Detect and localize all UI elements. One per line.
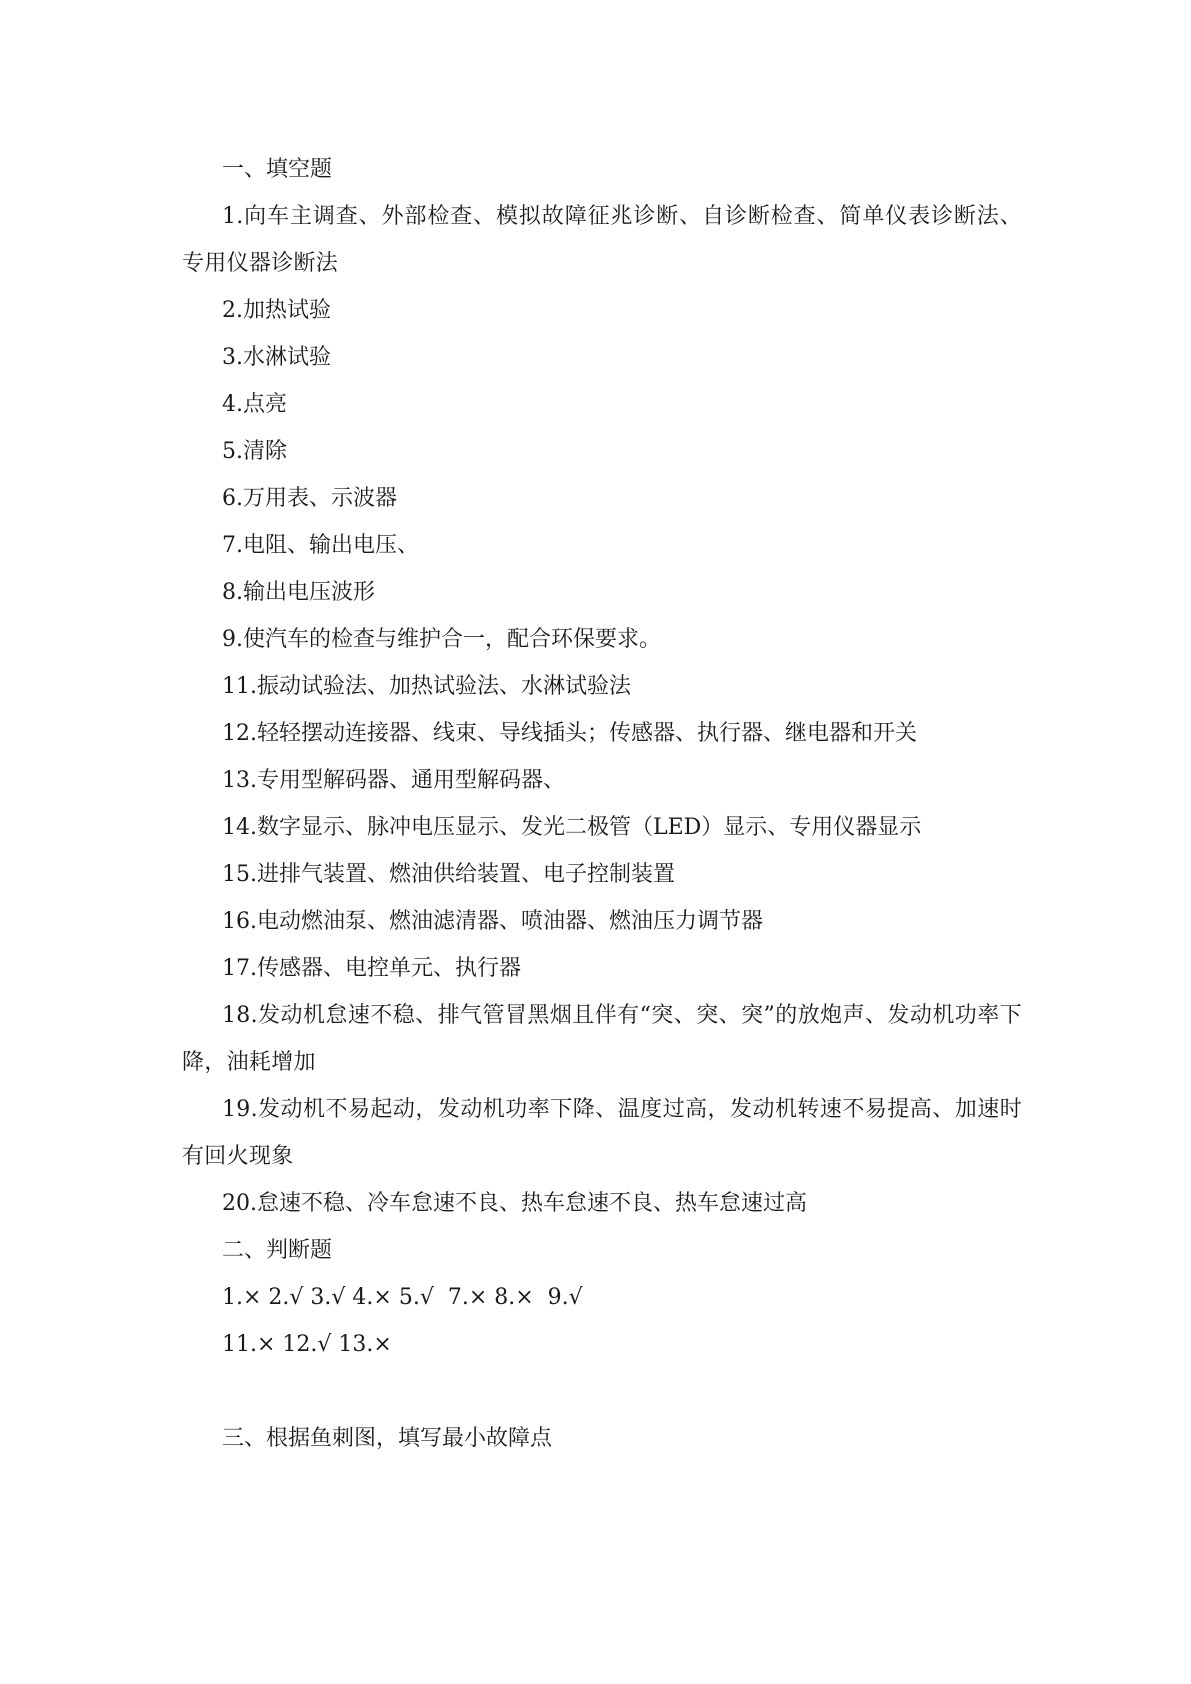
- answer-item: 1.向车主调查、外部检查、模拟故障征兆诊断、自诊断检查、简单仪表诊断法、专用仪器诊断法: [182, 204, 1022, 276]
- true-false-answers: 1.× 2.√ 3.√ 4.× 5.√ 7.× 8.× 9.√: [222, 1285, 583, 1310]
- answer-item: 12.轻轻摆动连接器、线束、导线插头；传感器、执行器、继电器和开关: [222, 721, 917, 746]
- answer-item: 8.输出电压波形: [222, 580, 375, 605]
- answer-item: 11.振动试验法、加热试验法、水淋试验法: [222, 674, 631, 699]
- answer-item: 7.电阻、输出电压、: [222, 533, 419, 558]
- answer-item: 5.清除: [222, 439, 287, 464]
- section-heading-true-false: 二、判断题: [222, 1238, 333, 1263]
- true-false-answers: 11.× 12.√ 13.×: [222, 1332, 392, 1357]
- answer-item: 16.电动燃油泵、燃油滤清器、喷油器、燃油压力调节器: [222, 909, 763, 934]
- answer-item: 6.万用表、示波器: [222, 486, 397, 511]
- answer-item: 13.专用型解码器、通用型解码器、: [222, 768, 565, 793]
- answer-item: 4.点亮: [222, 392, 287, 417]
- blank-spacer: [182, 1368, 1022, 1415]
- answer-item: 18.发动机怠速不稳、排气管冒黑烟且伴有“突、突、突”的放炮声、发动机功率下降，油耗增加: [182, 1003, 1022, 1075]
- answer-item: 15.进排气装置、燃油供给装置、电子控制装置: [222, 862, 675, 887]
- answer-item: 3.水淋试验: [222, 345, 331, 370]
- section-heading-fishbone: 三、根据鱼刺图，填写最小故障点: [222, 1426, 553, 1451]
- section-heading-fill-in: 一、填空题: [222, 157, 333, 182]
- answer-item: 2.加热试验: [222, 298, 331, 323]
- answer-item: 9.使汽车的检查与维护合一，配合环保要求。: [222, 627, 661, 652]
- answer-item: 17.传感器、电控单元、执行器: [222, 956, 521, 981]
- document-body: [182, 146, 1022, 1462]
- answer-item: 19.发动机不易起动，发动机功率下降、温度过高，发动机转速不易提高、加速时有回火现象: [182, 1097, 1022, 1169]
- answer-item: 20.怠速不稳、冷车怠速不良、热车怠速不良、热车怠速过高: [222, 1191, 807, 1216]
- answer-item: 14.数字显示、脉冲电压显示、发光二极管（LED）显示、专用仪器显示: [222, 815, 922, 840]
